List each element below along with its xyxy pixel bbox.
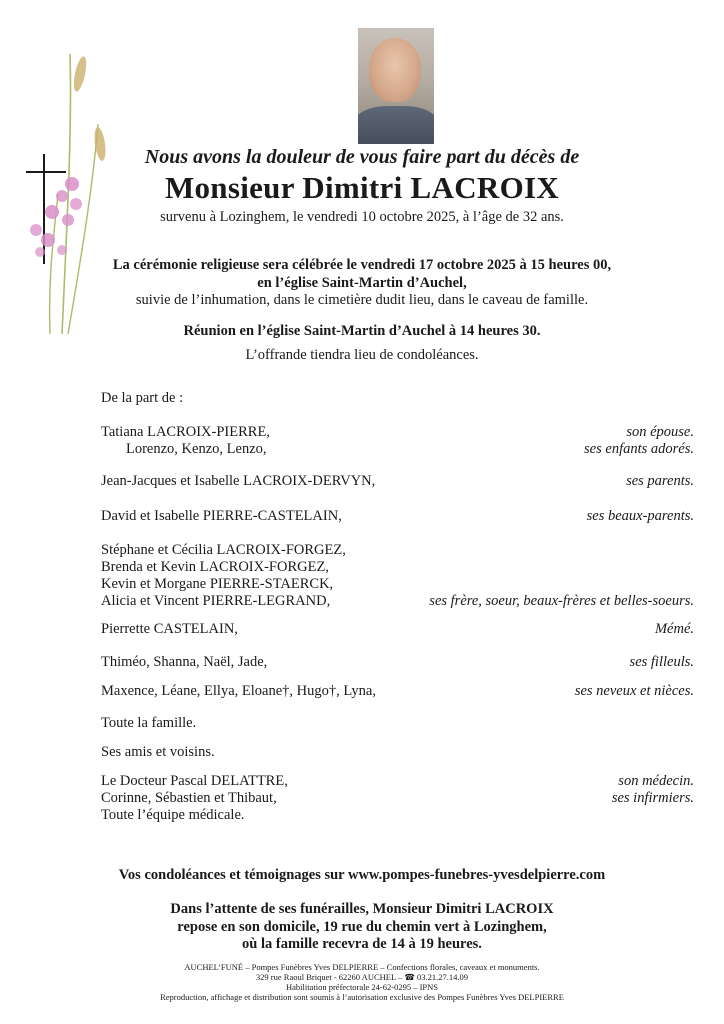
family-name: Maxence, Léane, Ellya, Eloane†, Hugo†, Lyna, [101,683,376,699]
ceremony-line-2: en l’église Saint-Martin d’Auchel, [257,275,467,291]
family-name: Brenda et Kevin LACROIX-FORGEZ, [101,559,329,575]
deceased-name: Monsieur Dimitri LACROIX [164,170,560,205]
family-intro: De la part de : [101,390,184,406]
family-name: Lorenzo, Kenzo, Lenzo, [126,441,267,457]
family-name: Kevin et Morgane PIERRE-STAERCK, [101,576,334,592]
family-role: ses neveux et nièces. [574,683,694,699]
family-role: ses parents. [626,473,694,489]
portrait-face [369,38,421,102]
family-role: ses frère, soeur, beaux-frères et belles-soeurs. [429,593,694,609]
family-role: Mémé. [654,621,694,637]
footer-habilitation: Habilitation préfectorale 24-62-0295 – IPNS [285,982,439,992]
wake-info-line-2: repose en son domicile, 19 rue du chemin vert à Lozinghem, [177,919,547,935]
family-role: ses infirmiers. [611,790,694,806]
condolences-website: Vos condoléances et témoignages sur www.pompes-funebres-yvesdelpierre.com [118,867,606,883]
wake-info-line-3: où la famille recevra de 14 à 19 heures. [242,936,482,952]
family-name: Tatiana LACROIX-PIERRE, [101,424,270,440]
family-name: Stéphane et Cécilia LACROIX-FORGEZ, [101,542,346,558]
offrande-info: L’offrande tiendra lieu de condoléances. [245,347,479,363]
footer-address: 329 rue Raoul Briquet - 62260 AUCHEL – ☎ 03.21.27.14.09 [255,972,469,982]
footer-reproduction: Reproduction, affichage et distribution sont soumis à l’autorisation exclusive des Pompes Funèbres Yves DELPIERRE [160,992,564,1002]
death-details: survenu à Lozinghem, le vendredi 10 octobre 2025, à l’âge de 32 ans. [160,209,564,225]
family-name: Jean-Jacques et Isabelle LACROIX-DERVYN, [101,473,376,489]
family-role: ses filleuls. [629,654,694,670]
family-name: Toute l’équipe médicale. [101,807,245,823]
portrait-photo [358,28,434,144]
wake-info-line-1: Dans l’attente de ses funérailles, Monsieur Dimitri LACROIX [170,901,554,917]
ceremony-line-1: La cérémonie religieuse sera célébrée le vendredi 17 octobre 2025 à 15 heures 00, [112,257,612,273]
family-name: Thiméo, Shanna, Naël, Jade, [101,654,268,670]
family-name: Alicia et Vincent PIERRE-LEGRAND, [101,593,331,609]
reunion-info: Réunion en l’église Saint-Martin d’Auchel à 14 heures 30. [183,323,541,339]
family-role: ses enfants adorés. [584,441,694,457]
family-name: Le Docteur Pascal DELATTRE, [101,773,288,789]
footer-company: AUCHEL’FUNÉ – Pompes Funèbres Yves DELPIERRE – Confections florales, caveaux et monuments. [184,962,540,972]
ceremony-line-3: suivie de l’inhumation, dans le cimetière dudit lieu, dans le caveau de famille. [135,292,589,308]
family-name: Corinne, Sébastien et Thibaut, [101,790,277,806]
family-name: David et Isabelle PIERRE-CASTELAIN, [101,508,342,524]
family-role: son épouse. [626,424,694,440]
family-line: Ses amis et voisins. [101,744,215,760]
portrait-shoulders [358,106,434,144]
family-line: Toute la famille. [101,715,197,731]
announcement-intro: Nous avons la douleur de vous faire part du décès de [144,146,580,168]
family-role: son médecin. [618,773,694,789]
family-name: Pierrette CASTELAIN, [101,621,238,637]
family-role: ses beaux-parents. [586,508,694,524]
